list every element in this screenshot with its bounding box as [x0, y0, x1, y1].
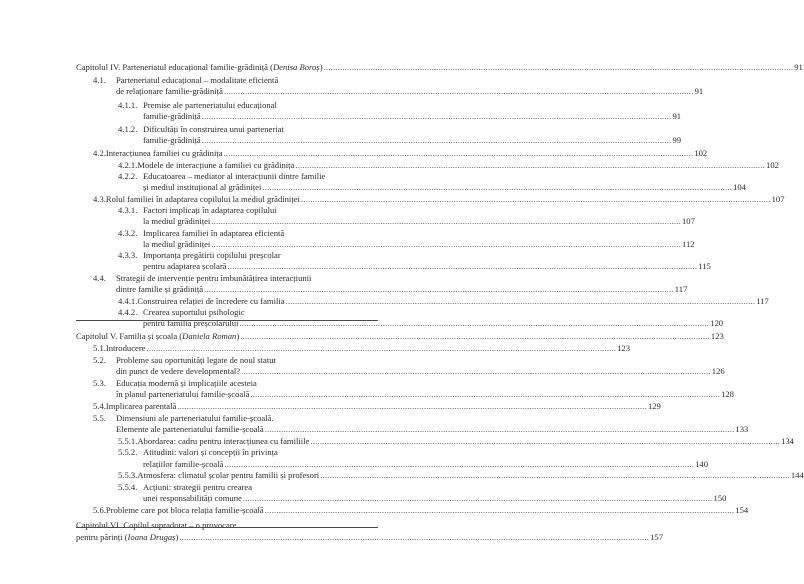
toc-page-number: 91	[672, 111, 682, 121]
toc-entry-title	[137, 470, 319, 481]
toc-entry-title-text: Parteneriatul educațional – modalitate eficientă	[116, 75, 279, 85]
toc-entry-number: 4.4.1.	[118, 296, 138, 306]
toc-leader-dots: ........................................................................................................................................................................................................	[211, 216, 681, 226]
toc-entry-title-text: Interacțiunea familiei cu grădinița	[105, 148, 223, 158]
toc-page-number: 133	[735, 424, 749, 434]
toc-page-number: 107	[771, 194, 785, 204]
toc-leader-dots: ........................................................................................................................................................................................................	[146, 343, 617, 353]
toc-page-number: 115	[698, 261, 711, 271]
toc-entry-title-text: Implicarea familiei în adaptarea eficientă	[143, 228, 285, 238]
toc-page-number: 91	[694, 86, 704, 96]
toc-entry-title-text: din punct de vedere developmental?	[116, 366, 241, 376]
toc-entry-title	[137, 296, 284, 307]
toc-entry-number: 5.5.4.	[118, 482, 138, 492]
toc-entry-number: 5.5.1.	[118, 436, 138, 446]
toc-entry-title-text: pentru familia preșcolarului	[143, 318, 239, 328]
toc-entry-title-text: Importanța pregătirii copilului preșcolar	[143, 250, 281, 260]
toc-leader-dots: ........................................................................................................................................................................................................	[224, 459, 695, 469]
toc-leader-dots: ........................................................................................................................................................................................................	[264, 505, 735, 515]
toc-entry-title	[76, 331, 239, 342]
toc-entry-number: 5.5.3.	[118, 470, 138, 480]
toc-leader-dots: ........................................................................................................................................................................................................	[262, 182, 733, 192]
toc-entry-title-text: Crearea suportului psihologic	[143, 307, 245, 317]
toc-entry-title	[143, 459, 223, 470]
toc-page-number: 154	[735, 505, 749, 515]
toc-entry	[118, 482, 378, 493]
toc-entry-title	[106, 505, 264, 516]
toc-leader-dots: ........................................................................................................................................................................................................	[320, 470, 790, 480]
toc-entry-title-text: Probleme care pot bloca relația familie-școală	[105, 505, 264, 515]
toc-entry-number: 4.3.	[93, 194, 106, 204]
toc-page-number: 120	[710, 318, 724, 328]
toc-entry-title-text: dintre familie și grădiniță	[116, 284, 204, 294]
toc-entry-title	[143, 182, 261, 193]
toc-entry-title-text: Elemente ale parteneriatului familie-școală	[116, 424, 264, 434]
toc-entry-number: 5.5.2.	[118, 447, 138, 457]
toc-entry-title	[143, 228, 284, 239]
toc-entry-number: 4.4.	[93, 273, 106, 283]
chapter-divider	[76, 320, 378, 321]
toc-entry-title	[76, 520, 236, 531]
toc-entry	[93, 75, 378, 86]
toc-page-number: 150	[713, 493, 727, 503]
chapter-divider	[76, 527, 378, 528]
toc-entry	[93, 355, 378, 366]
toc-entry	[116, 86, 704, 97]
toc-leader-dots: ........................................................................................................................................................................................................	[240, 331, 710, 341]
toc-entry-title-text: Abordarea: cadru pentru interacțiunea cu familiile	[137, 436, 310, 446]
toc-entry-title	[143, 205, 277, 216]
toc-entry-title-text: Capitolul IV. Parteneriatul educațional familie-grădiniță (	[76, 62, 273, 72]
toc-leader-dots: ........................................................................................................................................................................................................	[264, 424, 735, 434]
toc-entry-title	[143, 135, 201, 146]
toc-entry-title-close: )	[319, 62, 323, 72]
toc-entry-author: Daniela Roman	[182, 331, 237, 341]
toc-entry-number: 5.5.	[93, 413, 106, 423]
toc-leader-dots: ........................................................................................................................................................................................................	[204, 284, 674, 294]
toc-leader-dots: ........................................................................................................................................................................................................	[179, 532, 650, 542]
toc-entry-title-text: în planul parteneriatului familie-școală	[116, 389, 250, 399]
toc-entry-number: 4.1.1.	[118, 100, 138, 110]
toc-entry-title	[76, 62, 323, 73]
toc-entry	[116, 424, 749, 435]
toc-entry-title	[143, 171, 325, 182]
toc-entry-number: 4.2.1.	[118, 160, 138, 170]
toc-page-number: 129	[647, 401, 661, 411]
toc-entry-number: 4.3.2.	[118, 228, 138, 238]
toc-entry	[143, 239, 695, 250]
toc-entry-title-text: pentru adaptarea școlară	[143, 261, 227, 271]
toc-entry	[118, 436, 794, 447]
toc-entry	[143, 216, 695, 227]
toc-entry-number: 4.2.2.	[118, 171, 138, 181]
toc-page-number: 91	[794, 62, 803, 72]
toc-entry-title	[106, 148, 223, 159]
toc-entry-number: 4.3.3.	[118, 250, 138, 260]
toc-leader-dots: ........................................................................................................................................................................................................	[241, 366, 711, 376]
toc-page-number: 128	[721, 389, 734, 399]
toc-entry-title-text: de relaționare familie-grădiniță	[116, 86, 223, 96]
toc-entry-title-text: Dificultăți în construirea unui parteneriat	[143, 124, 284, 134]
toc-entry	[118, 228, 378, 239]
toc-entry-title-text: familie-grădiniță	[143, 135, 201, 145]
toc-entry	[143, 111, 682, 122]
toc-page-number: 123	[617, 343, 631, 353]
toc-page-number: 117	[756, 296, 769, 306]
toc-page-number: 144	[790, 470, 804, 480]
toc-entry	[93, 378, 378, 389]
toc-entry-title-text: Implicarea parentală	[105, 401, 177, 411]
toc-entry-title-text: Introducere	[105, 343, 146, 353]
toc-entry	[93, 194, 785, 205]
toc-entry	[118, 447, 378, 458]
toc-entry-title-text: Atitudini: valori și concepții în privința	[143, 447, 278, 457]
toc-entry-title-text: la mediul grădiniței	[143, 216, 211, 226]
toc-page-number: 140	[695, 459, 708, 469]
toc-entry-number: 5.3.	[93, 378, 106, 388]
toc-entry-title-text: Rolul familiei în adaptarea copilului la mediul grădiniței	[105, 194, 300, 204]
toc-entry-title	[76, 532, 178, 543]
toc-page-number: 112	[682, 239, 695, 249]
toc-entry-title	[143, 216, 210, 227]
toc-page-number: 104	[733, 182, 746, 192]
toc-leader-dots: ........................................................................................................................................................................................................	[300, 194, 771, 204]
toc-entry-title	[137, 436, 309, 447]
toc-leader-dots: ........................................................................................................................................................................................................	[323, 62, 794, 72]
toc-leader-dots: ........................................................................................................................................................................................................	[310, 436, 781, 446]
toc-entry-title	[116, 366, 240, 377]
toc-entry-title-text: relațiilor familie-școală	[143, 459, 224, 469]
toc-entry-title-text: familie-grădiniță	[143, 111, 201, 121]
toc-page-number: 102	[694, 148, 708, 158]
toc-entry-number: 4.1.2.	[118, 124, 138, 134]
toc-entry	[116, 284, 688, 295]
toc-entry-title	[106, 194, 300, 205]
toc-entry	[93, 413, 378, 424]
toc-entry-title-text: Probleme sau oportunități legate de noul statut	[116, 355, 276, 365]
toc-entry	[118, 470, 804, 481]
toc-entry	[76, 62, 803, 73]
toc-entry-number: 5.1.	[93, 343, 106, 353]
toc-entry	[143, 459, 708, 470]
toc-page-number: 134	[781, 436, 794, 446]
toc-entry-title	[143, 124, 284, 135]
toc-entry-title	[116, 86, 223, 97]
toc-entry	[118, 171, 378, 182]
toc-leader-dots: ........................................................................................................................................................................................................	[177, 401, 647, 411]
toc-entry	[118, 100, 378, 111]
toc-entry-title-text: Acțiuni: strategii pentru crearea	[143, 482, 253, 492]
toc-entry-title-text: Educația modernă și implicațiile acesteia	[116, 378, 257, 388]
toc-entry-title	[116, 75, 278, 86]
toc-entry	[118, 205, 378, 216]
toc-entry-title	[143, 261, 227, 272]
toc-leader-dots: ........................................................................................................................................................................................................	[242, 493, 713, 503]
toc-entry	[118, 160, 779, 171]
toc-entry-title-close: )	[175, 532, 179, 542]
toc-entry-title	[143, 482, 252, 493]
toc-entry	[118, 250, 378, 261]
toc-entry-title	[116, 355, 276, 366]
toc-leader-dots: ........................................................................................................................................................................................................	[239, 318, 710, 328]
toc-entry-number: 5.6.	[93, 505, 106, 515]
toc-entry-title-text: Capitolul VI. Copilul supradotat – o provocare	[76, 520, 237, 530]
toc-entry-title	[116, 389, 249, 400]
toc-entry-title-text: pentru părinți (	[76, 532, 128, 542]
toc-leader-dots: ........................................................................................................................................................................................................	[227, 261, 698, 271]
toc-entry	[118, 124, 378, 135]
toc-entry-title	[143, 111, 201, 122]
toc-entry-title	[116, 273, 311, 284]
toc-entry	[93, 343, 631, 354]
toc-page-number: 123	[710, 331, 724, 341]
toc-entry	[93, 273, 378, 284]
toc-entry-title-close: )	[236, 331, 240, 341]
toc-leader-dots: ........................................................................................................................................................................................................	[295, 160, 766, 170]
toc-entry-author: Denisa Boroș	[272, 62, 320, 72]
toc-entry-title	[143, 250, 281, 261]
toc-entry	[118, 307, 378, 318]
toc-page-number: 102	[766, 160, 779, 170]
toc-entry	[93, 505, 749, 516]
toc-entry	[143, 182, 746, 193]
toc-entry	[76, 532, 663, 543]
toc-entry	[76, 520, 378, 531]
toc-entry-title	[143, 239, 210, 250]
toc-entry	[93, 148, 708, 159]
toc-entry-title-text: Construirea relației de încredere cu familia	[137, 296, 285, 306]
toc-entry-title-text: unei responsabilități comune	[143, 493, 242, 503]
toc-entry	[116, 366, 725, 377]
toc-entry-title-text: Dimensiuni ale parteneriatului familie-școală.	[116, 413, 274, 423]
toc-entry-title	[143, 100, 277, 111]
toc-entry-title-text: Strategii de intervenție pentru îmbunătățirea interacțiunii	[116, 273, 312, 283]
toc-entry-number: 4.2.	[93, 148, 106, 158]
toc-entry-author: Ioana Drugaș	[127, 532, 176, 542]
toc-entry	[93, 401, 661, 412]
toc-entry	[118, 296, 769, 307]
toc-entry-title-text: Premise ale parteneriatului educațional	[143, 100, 277, 110]
toc-leader-dots: ........................................................................................................................................................................................................	[250, 389, 721, 399]
toc-entry-title	[143, 447, 278, 458]
toc-leader-dots: ........................................................................................................................................................................................................	[201, 135, 672, 145]
toc-entry-title	[116, 284, 203, 295]
toc-entry-title	[116, 413, 274, 424]
toc-entry-number: 4.1.	[93, 75, 106, 85]
toc-page-number: 126	[711, 366, 725, 376]
toc-entry	[116, 389, 734, 400]
toc-entry-title-text: Factori implicați în adaptarea copilului	[143, 205, 277, 215]
toc-entry-title	[137, 160, 294, 171]
toc-entry	[143, 261, 711, 272]
toc-entry-title	[106, 343, 146, 354]
toc-leader-dots: ........................................................................................................................................................................................................	[285, 296, 756, 306]
toc-entry-title-text: Educatoarea – mediator al interacțiunii dintre familie	[143, 171, 326, 181]
toc-entry-number: 5.2.	[93, 355, 106, 365]
toc-page-number: 99	[672, 135, 682, 145]
toc-entry-title	[143, 307, 245, 318]
toc-entry	[76, 331, 724, 342]
toc-entry-title	[106, 401, 176, 412]
toc-page-number: 107	[682, 216, 695, 226]
toc-leader-dots: ........................................................................................................................................................................................................	[223, 148, 694, 158]
toc-page-number: 157	[650, 532, 663, 542]
toc-page-number: 117	[674, 284, 688, 294]
toc-entry-number: 4.4.2.	[118, 307, 138, 317]
toc-entry	[143, 135, 682, 146]
toc-entry-title	[116, 424, 264, 435]
toc-entry-title-text: Capitolul V. Familia și școala (	[76, 331, 183, 341]
toc-entry-title-text: Modele de interacțiune a familiei cu grădinița	[137, 160, 295, 170]
toc-entry-title-text: Atmosfera: climatul școlar pentru familii și profesori	[137, 470, 320, 480]
toc-entry-number: 4.3.1.	[118, 205, 138, 215]
toc-leader-dots: ........................................................................................................................................................................................................	[211, 239, 681, 249]
toc-leader-dots: ........................................................................................................................................................................................................	[201, 111, 672, 121]
toc-entry-title-text: la mediul grădiniței	[143, 239, 211, 249]
toc-entry-title	[143, 493, 242, 504]
toc-entry-number: 5.4.	[93, 401, 106, 411]
toc-entry	[143, 493, 727, 504]
toc-leader-dots: ........................................................................................................................................................................................................	[223, 86, 694, 96]
toc-entry-title	[116, 378, 257, 389]
toc-entry-title-text: și mediul instituțional al grădiniței	[143, 182, 262, 192]
